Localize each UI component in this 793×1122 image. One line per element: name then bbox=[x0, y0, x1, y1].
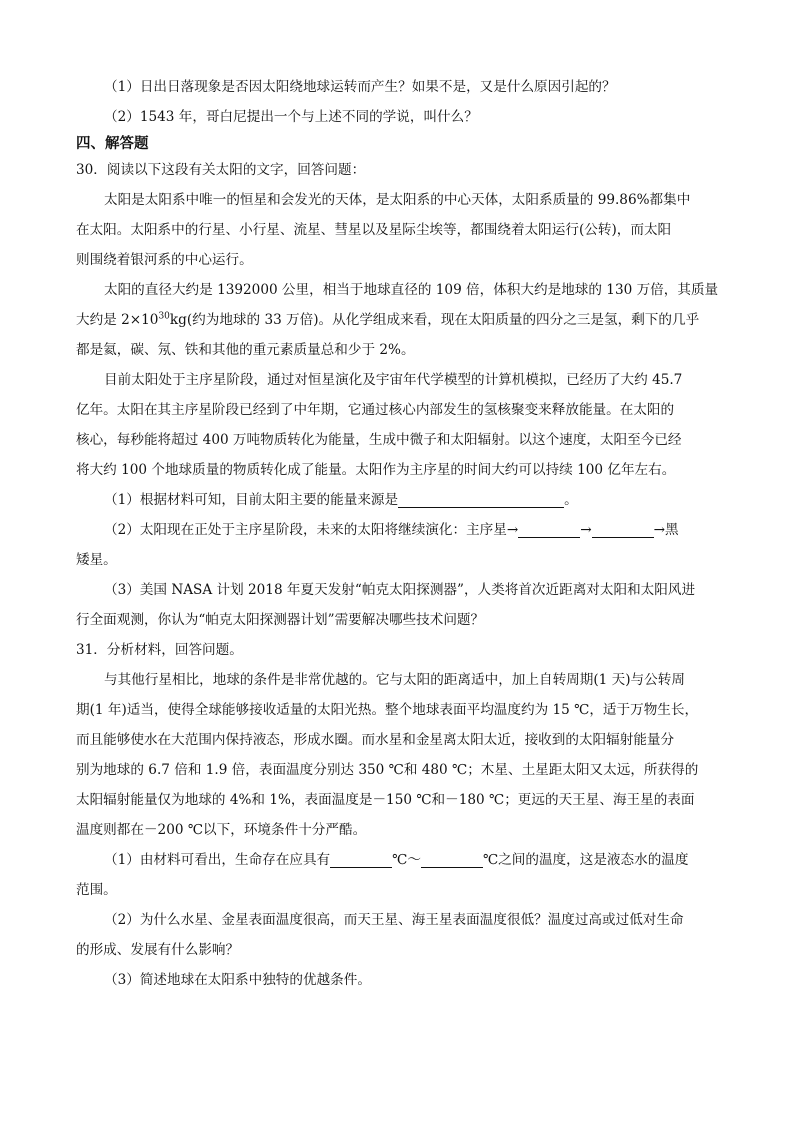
q30-para3-line3: 核心，每秒能将超过 400 万吨物质转化为能量，生成中微子和太阳辐射。以这个速度，太阳至今已经 bbox=[76, 432, 682, 448]
q30-sq2-end: →黑 bbox=[653, 522, 679, 538]
q30-sq1-text: （1）根据材料可知，目前太阳主要的能量来源是 bbox=[104, 492, 399, 508]
q30-sq2-text: （2）太阳现在正处于主序星阶段，未来的太阳将继续演化：主序星→ bbox=[104, 522, 519, 538]
q31-subquestion-3: （3）简述地球在太阳系中独特的优越条件。 bbox=[104, 972, 371, 988]
prev-question-2: （2）1543 年，哥白尼提出一个与上述不同的学说，叫什么？ bbox=[104, 109, 478, 125]
q31-sq1-end: ℃之间的温度，这是液态水的温度 bbox=[482, 852, 689, 868]
answer-blank-temp-low[interactable] bbox=[330, 849, 392, 868]
q30-para1-line3: 则围绕着银河系的中心运行。 bbox=[76, 252, 253, 268]
q31-subquestion-2-line1: （2）为什么水星、金星表面温度很高，而天王星、海王星表面温度很低？温度过高或过低对生命 bbox=[104, 912, 684, 928]
q30-subquestion-3-line1: （3）美国 NASA 计划 2018 年夏天发射“帕克太阳探测器”，人类将首次近距离对太阳和太阳风进 bbox=[104, 582, 696, 598]
q31-para-line6: 温度则都在－200 ℃以下，环境条件十分严酷。 bbox=[76, 822, 367, 838]
q31-intro: 31．分析材料，回答问题。 bbox=[76, 642, 243, 658]
section-heading: 四、解答题 bbox=[76, 136, 149, 152]
page-content bbox=[76, 72, 721, 995]
q31-sq1-text: （1）由材料可看出，生命存在应具有 bbox=[104, 852, 331, 868]
q30-para2-line2 bbox=[76, 305, 721, 335]
q31-subquestion-1 bbox=[76, 845, 721, 875]
q31-para-line1: 与其他行星相比，地球的条件是非常优越的。它与太阳的距离适中，加上自转周期(1 天)与公转周 bbox=[104, 672, 685, 688]
q30-para3-line1: 目前太阳处于主序星阶段，通过对恒星演化及宇宙年代学模型的计算机模拟，已经历了大约 45.7 bbox=[104, 372, 683, 388]
q30-para1-line1: 太阳是太阳系中唯一的恒星和会发光的天体，是太阳系的中心天体，太阳系质量的 99.86%都集中 bbox=[104, 192, 691, 208]
q30-subquestion-2 bbox=[76, 515, 721, 545]
q30-para3-line4: 将大约 100 个地球质量的物质转化成了能量。太阳作为主序星的时间大约可以持续 100 亿年左右。 bbox=[76, 462, 676, 478]
q30-sq2-arrow: → bbox=[580, 522, 592, 538]
q31-para-line2: 期(1 年)适当，使得全球能够接收适量的太阳光热。整个地球表面平均温度约为 15 ℃，适于万物生长， bbox=[76, 702, 699, 718]
q30-sq1-end: 。 bbox=[564, 492, 578, 508]
q31-subquestion-1-line2: 范围。 bbox=[76, 882, 117, 898]
q31-para-line5: 太阳辐射能量仅为地球的 4%和 1%，表面温度是－150 ℃和－180 ℃；更远的天王星、海王星的表面 bbox=[76, 792, 695, 808]
q30-para2-line1: 太阳的直径大约是 1392000 公里，相当于地球直径的 109 倍，体积大约是地球的 130 万倍，其质量 bbox=[104, 282, 719, 298]
q31-subquestion-2-line2: 的形成、发展有什么影响？ bbox=[76, 942, 240, 958]
q30-para3-line2: 亿年。太阳在其主序星阶段已经到了中年期，它通过核心内部发生的氢核聚变来释放能量。在太阳的 bbox=[76, 402, 675, 418]
q30-mass-exponent: 30 bbox=[158, 311, 170, 322]
answer-blank-stage-2[interactable] bbox=[592, 519, 654, 538]
prev-question-1: （1）日出日落现象是否因太阳绕地球运转而产生？如果不是，又是什么原因引起的？ bbox=[104, 79, 616, 95]
answer-blank-stage-1[interactable] bbox=[518, 519, 580, 538]
q30-mass-prefix: 大约是 2×10 bbox=[76, 312, 159, 328]
q31-para-line4: 别为地球的 6.7 倍和 1.9 倍，表面温度分别达 350 ℃和 480 ℃；木星、土星距太阳又太远，所获得的 bbox=[76, 762, 699, 778]
q30-para2-line3: 都是氦，碳、氖、铁和其他的重元素质量总和少于 2%。 bbox=[76, 342, 415, 358]
q30-subquestion-2-line2: 矮星。 bbox=[76, 552, 117, 568]
q31-sq1-mid: ℃～ bbox=[392, 852, 421, 868]
q30-subquestion-1 bbox=[76, 485, 721, 515]
answer-blank-temp-high[interactable] bbox=[421, 849, 483, 868]
q30-subquestion-3-line2: 行全面观测，你认为“帕克太阳探测器计划”需要解决哪些技术问题？ bbox=[76, 612, 485, 628]
q30-intro: 30．阅读以下这段有关太阳的文字，回答问题： bbox=[76, 162, 366, 178]
answer-blank-energy-source[interactable] bbox=[398, 489, 564, 508]
q30-para1-line2: 在太阳。太阳系中的行星、小行星、流星、彗星以及星际尘埃等，都围绕着太阳运行(公转)，而太阳 bbox=[76, 222, 672, 238]
q31-para-line3: 而且能够使水在大范围内保持液态，形成水圈。而水星和金星离太阳太近，接收到的太阳辐射能量分 bbox=[76, 732, 675, 748]
q30-mass-suffix: kg(约为地球的 33 万倍)。从化学组成来看，现在太阳质量的四分之三是氢，剩下的几乎 bbox=[169, 312, 700, 328]
